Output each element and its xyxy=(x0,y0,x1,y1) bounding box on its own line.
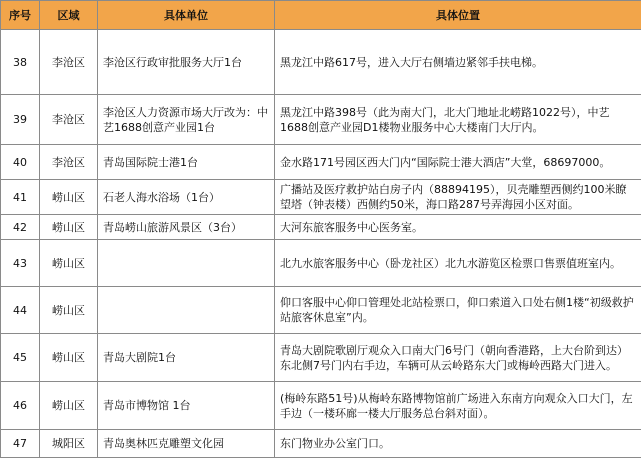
row-district: 李沧区 xyxy=(40,145,98,180)
row-unit: 石老人海水浴场（1台） xyxy=(98,180,275,215)
row-unit xyxy=(98,240,275,287)
row-unit xyxy=(98,287,275,334)
header-district: 区域 xyxy=(40,1,98,30)
row-index: 39 xyxy=(1,95,40,145)
row-district: 崂山区 xyxy=(40,334,98,382)
row-location: (梅岭东路51号)从梅岭东路博物馆前广场进入东南方向观众入口大门，左手边（一楼环廊一楼大厅服务总台斜对面）。 xyxy=(275,382,641,430)
row-location: 广播站及医疗救护站白房子内（88894195），贝壳雕塑西侧约100米瞭望塔（钟表楼）西侧约50米，海口路287号弄海园小区对面。 xyxy=(275,180,641,215)
row-unit: 青岛奥林匹克雕塑文化园 xyxy=(98,430,275,458)
table-row xyxy=(1,382,641,430)
row-location: 黑龙江中路617号，进入大厅右侧墙边紧邻手扶电梯。 xyxy=(275,30,641,95)
row-unit: 青岛大剧院1台 xyxy=(98,334,275,382)
row-location: 青岛大剧院歌剧厅观众入口南大门6号门（朝向香港路，上大台阶到达）东北侧7号门内右手边，车辆可从云岭路东大门或梅岭西路大门进入。 xyxy=(275,334,641,382)
row-index: 44 xyxy=(1,287,40,334)
header-index: 序号 xyxy=(1,1,40,30)
row-index: 47 xyxy=(1,430,40,458)
table-header-row xyxy=(1,1,641,30)
row-district: 李沧区 xyxy=(40,95,98,145)
row-index: 42 xyxy=(1,215,40,240)
table-row xyxy=(1,95,641,145)
row-location: 东门物业办公室门口。 xyxy=(275,430,641,458)
table-row xyxy=(1,430,641,458)
table-row xyxy=(1,145,641,180)
row-district: 李沧区 xyxy=(40,30,98,95)
row-index: 45 xyxy=(1,334,40,382)
header-location: 具体位置 xyxy=(275,1,641,30)
row-location: 北九水旅客服务中心（卧龙社区）北九水游览区检票口售票值班室内。 xyxy=(275,240,641,287)
row-unit: 李沧区行政审批服务大厅1台 xyxy=(98,30,275,95)
row-district: 崂山区 xyxy=(40,382,98,430)
row-district: 城阳区 xyxy=(40,430,98,458)
row-unit: 青岛国际院士港1台 xyxy=(98,145,275,180)
header-unit: 具体单位 xyxy=(98,1,275,30)
row-location: 金水路171号园区西大门内“国际院士港大酒店”大堂，68697000。 xyxy=(275,145,641,180)
row-index: 43 xyxy=(1,240,40,287)
row-unit: 青岛崂山旅游风景区（3台） xyxy=(98,215,275,240)
row-district: 崂山区 xyxy=(40,180,98,215)
row-index: 46 xyxy=(1,382,40,430)
table-row xyxy=(1,30,641,95)
row-unit: 青岛市博物馆 1台 xyxy=(98,382,275,430)
table-row xyxy=(1,240,641,287)
table-row xyxy=(1,215,641,240)
table-row xyxy=(1,180,641,215)
table-row xyxy=(1,287,641,334)
row-district: 崂山区 xyxy=(40,240,98,287)
row-unit: 李沧区人力资源市场大厅改为：中艺1688创意产业园1台 xyxy=(98,95,275,145)
row-location: 黑龙江中路398号（此为南大门，北大门地址北崂路1022号），中艺1688创意产业园D1楼物业服务中心大楼南门大厅内。 xyxy=(275,95,641,145)
row-index: 40 xyxy=(1,145,40,180)
row-index: 38 xyxy=(1,30,40,95)
row-district: 崂山区 xyxy=(40,215,98,240)
row-index: 41 xyxy=(1,180,40,215)
row-district: 崂山区 xyxy=(40,287,98,334)
row-location: 仰口客服中心仰口管理处北站检票口，仰口索道入口处右侧1楼“初级救护站旅客休息室”内。 xyxy=(275,287,641,334)
table-row xyxy=(1,334,641,382)
row-location: 大河东旅客服务中心医务室。 xyxy=(275,215,641,240)
